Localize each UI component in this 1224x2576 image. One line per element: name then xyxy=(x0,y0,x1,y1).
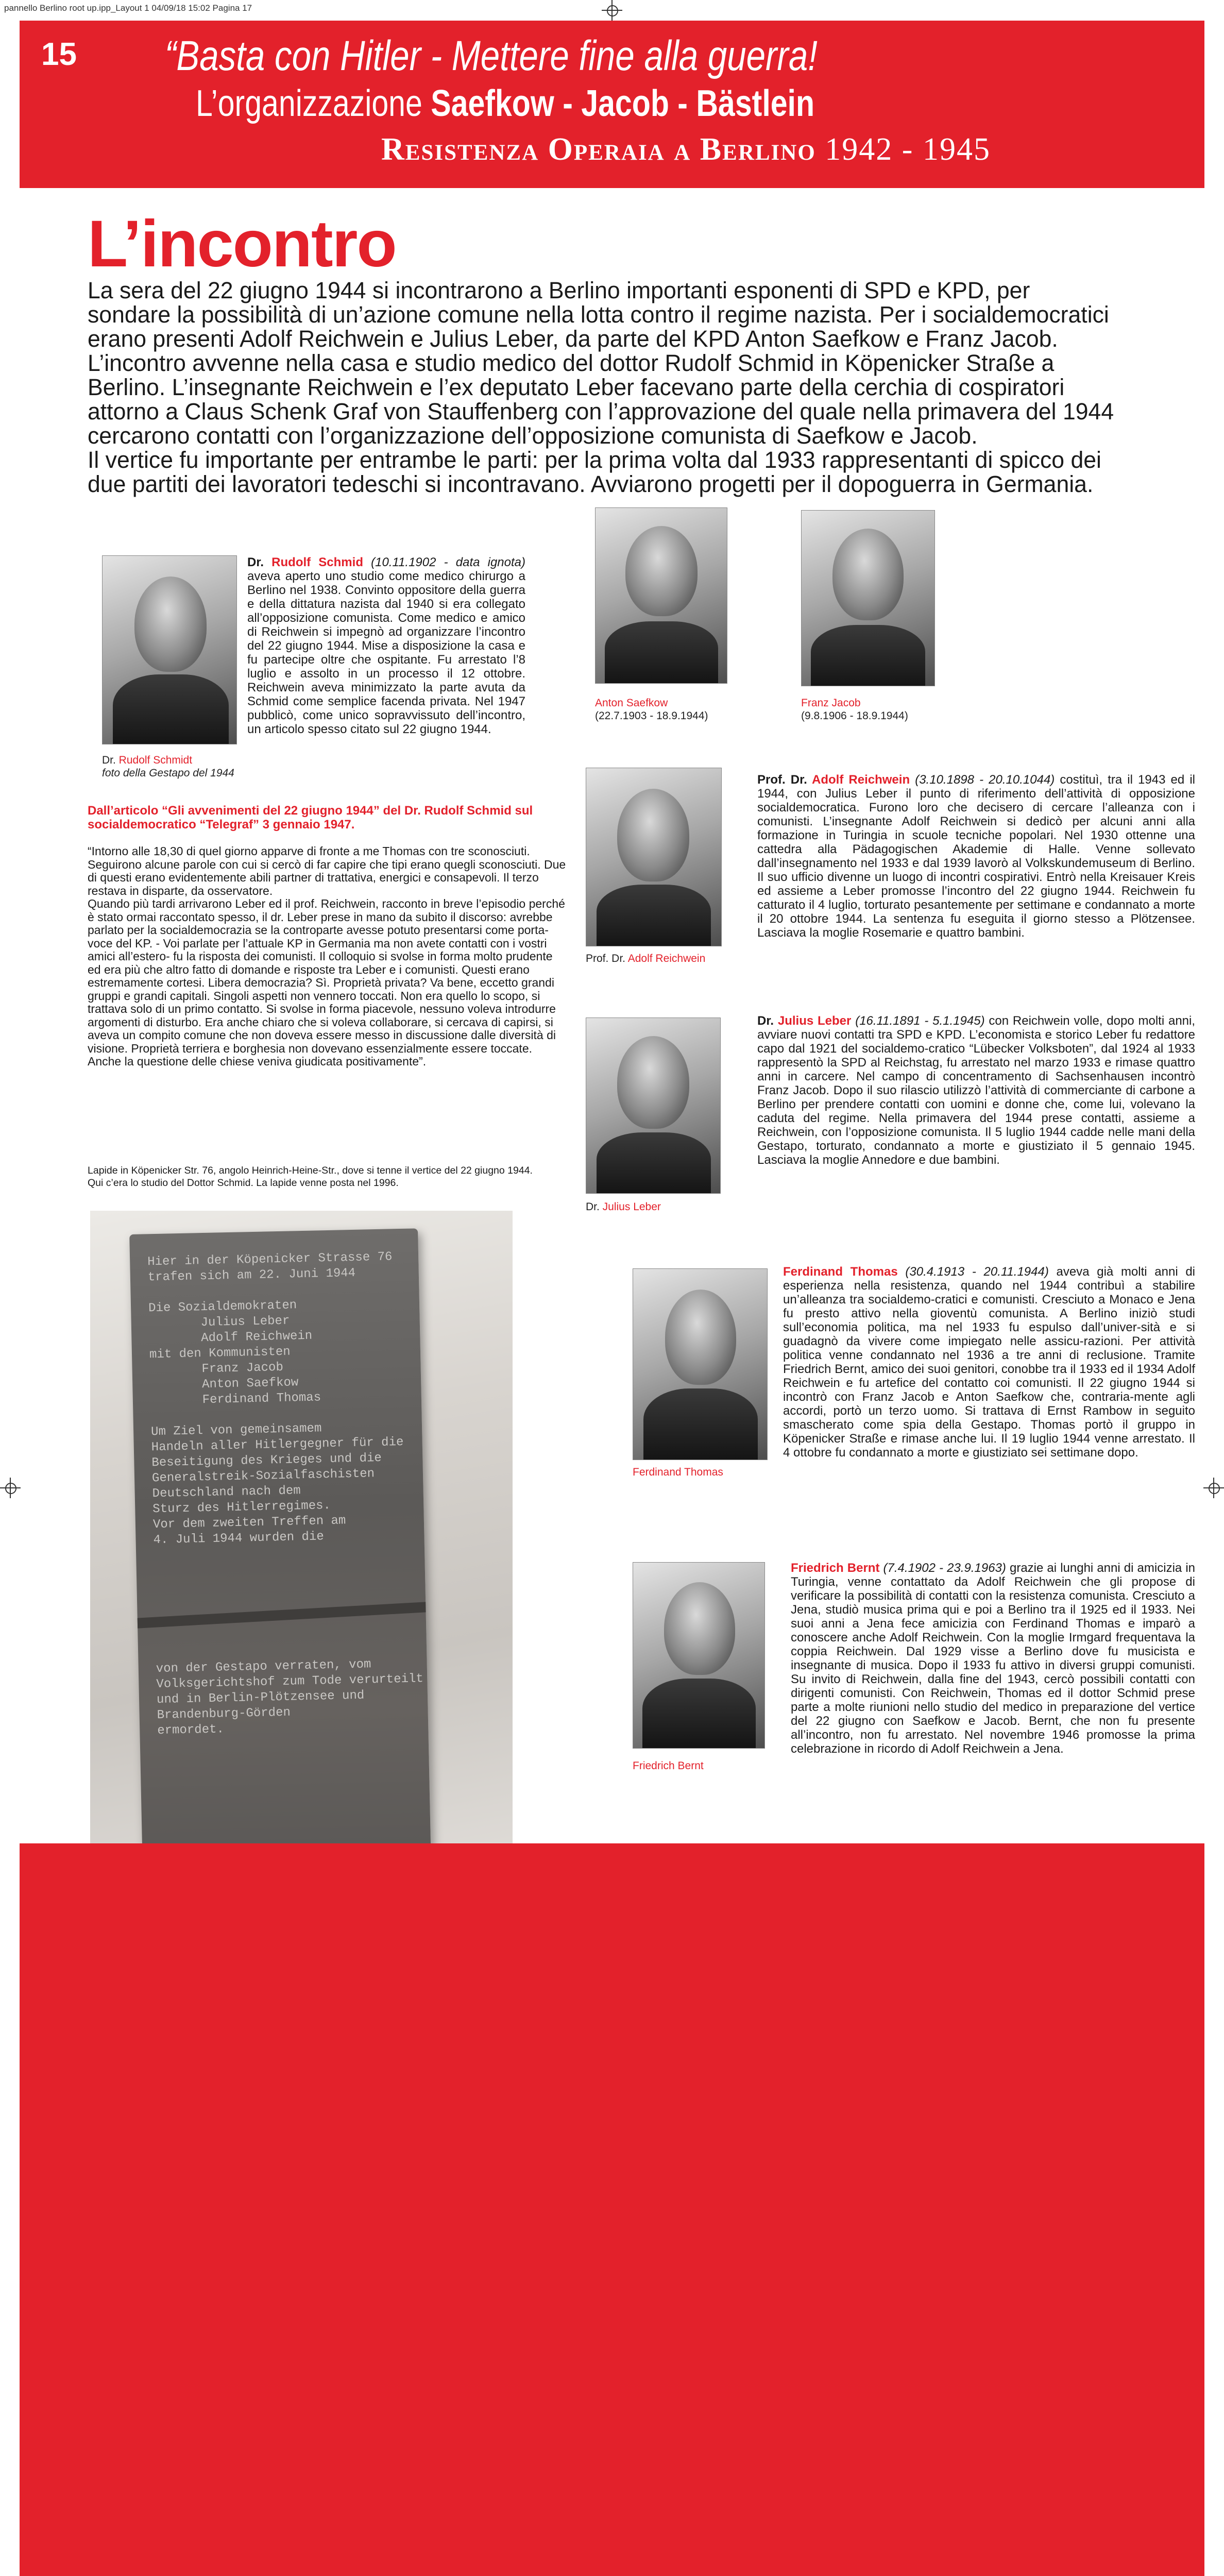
section-title: L’incontro xyxy=(88,207,396,281)
intro-paragraph: Il vertice fu importante per entrambe le parti: per la prima volta dal 1933 rappresentanti di spicco dei due partiti dei lavoratori tedeschi si incontravano. Avviarono progetti per il dopoguerra in Germania. xyxy=(88,447,1101,497)
org-prefix: L’organizzazione xyxy=(196,83,422,124)
bernt-photo xyxy=(633,1562,765,1749)
plaque-engraving-top: Hier in der Köpenicker Strasse 76 trafen sich am 22. Juni 1944 Die Sozialdemokraten Julius Leber Adolf Reichwein mit den Kommunisten Franz Jacob Anton Saefkow Ferdinand Thomas Um Ziel von gemeinsamem Handeln aller Hitlergegner für die Beseitigung des Krieges und die Generalstreik-Sozialfaschisten Deutschland nach dem Sturz des Hitlerregimes. Vor dem zweiten Treffen am 4. Juli 1944 wurden die xyxy=(147,1250,404,1548)
plaque-engraving-bottom: von der Gestapo verraten, vom Volksgerichtshof zum Tode verurteilt und in Berlin-Plötzensee und Brandenburg-Görden ermordet. xyxy=(155,1647,424,1738)
plaque-caption: Lapide in Köpenicker Str. 76, angolo Heinrich-Heine-Str., dove si tenne il vertice del 22 giugno 1944. Qui c’era lo studio del Dottor Schmid. La lapide venne posta nel 1996. xyxy=(88,1165,533,1189)
reichwein-bio: Prof. Dr. Adolf Reichwein (3.10.1898 - 20.10.1044) costituì, tra il 1943 ed il 1944, con Julius Leber il punto di riferimento dell’attività di opposizione socialdemocratica. Furono loro che decisero di cercare l’alleanza con i comunisti. L’insegnante Adolf Reichwein si dedicò per alcuni anni alla formazione in Turingia in scuole tecniche popolari. Nel 1930 ottenne una cattedra alla Pädagogischen Akademie di Halle. Venne sollevato dall’insegnamento nel 1933 e dal 1939 lavorò al Volkskundemuseum di Berlino. Il suo ufficio divenne un luogo di incontri cospirativi. Entrò nella Kreisauer Kreis ed assieme a Leber promosse l’incontro del 22 giugno 1944. Reichwein fu catturato il 4 luglio, torturato pesantemente per settimane e condannato a morte il 20 ottobre 1944. La sentenza fu eseguita il giorno stesso a Plötzensee. Lasciava la moglie Rosemarie e quattro bambini. xyxy=(757,773,1195,940)
article-body xyxy=(88,845,567,1069)
jacob-caption: Franz Jacob (9.8.1906 - 18.9.1944) xyxy=(801,697,908,722)
plaque-slab xyxy=(129,1228,432,1919)
resistenza-text: Resistenza Operaia a Berlino xyxy=(381,132,816,167)
print-slug: pannello Berlino root up.ipp_Layout 1 04/09/18 15:02 Pagina 17 xyxy=(4,3,252,13)
jacob-photo xyxy=(801,510,935,686)
leber-caption: Dr. Julius Leber xyxy=(586,1201,661,1213)
schmid-photo xyxy=(102,555,237,744)
intro-text xyxy=(88,278,1117,496)
leber-photo xyxy=(586,1018,721,1194)
article-paragraph: Quando più tardi arrivarono Leber ed il prof. Reichwein, racconto in breve l’episodio perché è stato ormai raccontato spesso, il dr. Leber prese in mano da subito il discorso: avrebbe parlato per la socialdemocrazia se la controparte avesse potuto presentarsi come porta-voce del KP. - Voi parlate per l’attuale KP in Germania ma non avete contatti con i vostri amici all’estero- fu la risposta dei comunisti. Il colloquio si svolse in forma molto prudente ed era più che altro fatto di domande e risposte tra Leber e i comunisti. Questi erano estremamente cortesi. Libera democrazia? Sì. Proprietà privata? Va bene, eccetto grandi gruppi e grandi capitali. Singoli aspetti non vennero toccati. Non era quello lo scopo, si trattava solo di un primo contatto. Si svolse in forma piacevole, nessuno voleva introdurre argomenti di disturbo. Era anche chiaro che si voleva collaborare, si cercava di capirsi, si aveva un compito comune che non doveva essere messo in discussione dalle diversità di visione. Proprietà terriera e borghesia non dovevano essenzialmente essere toccate. Anche la questione delle chiese veniva giudicata positivamente”. xyxy=(88,897,565,1068)
reichwein-caption: Prof. Dr. Adolf Reichwein xyxy=(586,953,706,964)
page-number: 15 xyxy=(41,37,77,72)
schmid-bio: Dr. Rudolf Schmid (10.11.1902 - data ignota) aveva aperto uno studio come medico chirurgo a Berlino nel 1938. Convinto oppositore della guerra e della dittatura nazista dal 1940 si era collegato all’opposizione comunista. Come medico e amico di Reichwein si impegnò ad organizzare l’incontro del 22 giugno 1944. Mise a disposizione la casa e fu partecipe oltre che ospitante. Fu arrestato l’8 luglio e assolto in un processo il 12 ottobre. Reichwein aveva minimizzato la parte avuta da Schmid come semplice facenda privata. Nel 1947 pubblicò, come unico sopravvissuto dell’incontro, un articolo spesso citato sul 22 giugno 1944. xyxy=(247,555,526,736)
thomas-photo xyxy=(633,1268,768,1460)
crop-mark-top xyxy=(602,0,622,21)
org-names: Saefkow - Jacob - Bästlein xyxy=(431,83,815,124)
crop-mark-right xyxy=(1203,1478,1224,1498)
schmid-caption: Dr. Rudolf Schmidt foto della Gestapo del 1944 xyxy=(102,754,234,779)
saefkow-caption: Anton Saefkow (22.7.1903 - 18.9.1944) xyxy=(595,697,708,722)
reichwein-photo xyxy=(586,768,722,946)
bottom-red-band xyxy=(20,1843,1204,2576)
bernt-bio: Friedrich Bernt (7.4.1902 - 23.9.1963) grazie ai lunghi anni di amicizia in Turingia, venne contattato da Adolf Reichwein che gli propose di verificare la possibilità di contatti con la resistenza comunista. Cresciuto a Jena, studiò musica prima qui e poi a Berlino tra il 1925 ed il 1933. Nei suoi anni a Jena fece amicizia con Ferdinand Thomas e imparò a conoscere anche Adolf Reichwein. Con la moglie Irmgard frequentava la coppia Reichwein. Dal 1929 visse a Berlino dove fu musicista e insegnante di musica. Dopo il 1933 fu attivo in diversi gruppi comunisti. Su invito di Reichwein, dalla fine del 1943, cercò possibili contatti con dirigenti comunisti. Con Reichwein, Thomas ed il dottor Schmid prese parte a molte riunioni nello studio del medico in preparazione del vertice del 22 giugno con Saefkow e Jacob. Bernt, che non fu presente all’incontro, non fu arrestato. Nel novembre 1946 promosse la prima celebrazione in ricordo di Adolf Reichwein a Jena. xyxy=(791,1561,1196,1756)
resistenza-title xyxy=(381,131,991,168)
thomas-bio: Ferdinand Thomas (30.4.1913 - 20.11.1944) aveva già molti anni di esperienza nella resistenza, quando nel 1944 contribuì a stabilire un’alleanza tra socialdemo-cratici e comunisti. Cresciuto a Monaco e Jena fu presto attivo nella gioventù comunista. A Berlino iniziò studi sull’economia politica, ma nel 1933 fu espulso dall’univer-sità e si guadagnò da vivere come impiegato nelle assicu-razioni. Per attività politica venne condannato nel 1936 a tre anni di reclusione. Tramite Friedrich Bernt, amico dei suoi genitori, conobbe tra il 1933 ed il 1934 Adolf Reichwein e fu artefice del contatto coi comunisti. Il 22 giugno 1944 si incontrò con Franz Jacob e Anton Saefkow che, contraria-mente agli accordi, portò un terzo uomo. Si trattava di Ernst Rambow in seguito smascherato come spia della Gestapo. Thomas portò il gruppo in Köpenicker Straße e rimase anche lui. Il 19 luglio 1944 venne arrestato. Il 4 ottobre fu condannato a morte e giustiziato sei settimane dopo. xyxy=(783,1265,1196,1460)
organization-title xyxy=(196,82,814,125)
saefkow-photo xyxy=(595,507,727,684)
article-paragraph: “Intorno alle 18,30 di quel giorno apparve di fronte a me Thomas con tre sconosciuti. Seguirono alcune parole con cui si cercò di far capire che tipi erano quegli sconosciuti. Due di questi erano evidentemente abili partner di trattativa, energici e consapevoli. Il terzo restava in disparte, da osservatore. xyxy=(88,844,566,897)
bernt-caption: Friedrich Bernt xyxy=(633,1760,704,1772)
article-title: Dall’articolo “Gli avvenimenti del 22 giugno 1944” del Dr. Rudolf Schmid sul socialdemocratico “Telegraf” 3 gennaio 1947. xyxy=(88,804,533,832)
leber-bio: Dr. Julius Leber (16.11.1891 - 5.1.1945) con Reichwein volle, dopo molti anni, avviare nuovi contatti tra SPD e KPD. L’economista e storico Leber fu redattore capo dal 1921 del socialdemo-cratico “Lübecker Volksboten”, dal 1924 al 1933 rappresentò la SPD al Reichstag, fu arrestato nel marzo 1933 e rimase quattro anni in carcere. Nel campo di concentramento di Sachsenhausen incontrò Franz Jacob. Dopo il suo rilascio utilizzò l’attività di commerciante di carbone a Berlino per prendere contatti con uomini e donne che, come lui, volevano la caduta del regime. Nella primavera del 1944 prese contatti, assieme a Reichwein, con l’opposizione comunista. Il 5 luglio 1944 cadde nelle mani della Gestapo, torturato, condannato a morte e giustiziato il 5 gennaio 1945. Lasciava la moglie Annedore e due bambini. xyxy=(757,1014,1196,1167)
intro-paragraph: La sera del 22 giugno 1944 si incontrarono a Berlino importanti esponenti di SPD e KPD, per sondare la possibilità di un’azione comune nella lotta contro il regime nazista. Per i socialdemocratici erano presenti Adolf Reichwein e Julius Leber, da parte del KPD Anton Saefkow e Franz Jacob. L’incontro avvenne nella casa e studio medico del dottor Rudolf Schmid in Köpenicker Straße a Berlino. L’insegnante Reichwein e l’ex deputato Leber facevano parte della cerchia di cospiratori attorno a Claus Schenk Graf von Stauffenberg con l’approvazione del quale nella primavera del 1944 cercarono contatti con l’organizzazione dell’opposizione comunista di Saefkow e Jacob. xyxy=(88,277,1114,449)
thomas-caption: Ferdinand Thomas xyxy=(633,1466,723,1478)
resistenza-years: 1942 - 1945 xyxy=(825,132,991,167)
slogan: “Basta con Hitler - Mettere fine alla guerra! xyxy=(165,32,818,79)
crop-mark-left xyxy=(0,1478,21,1498)
